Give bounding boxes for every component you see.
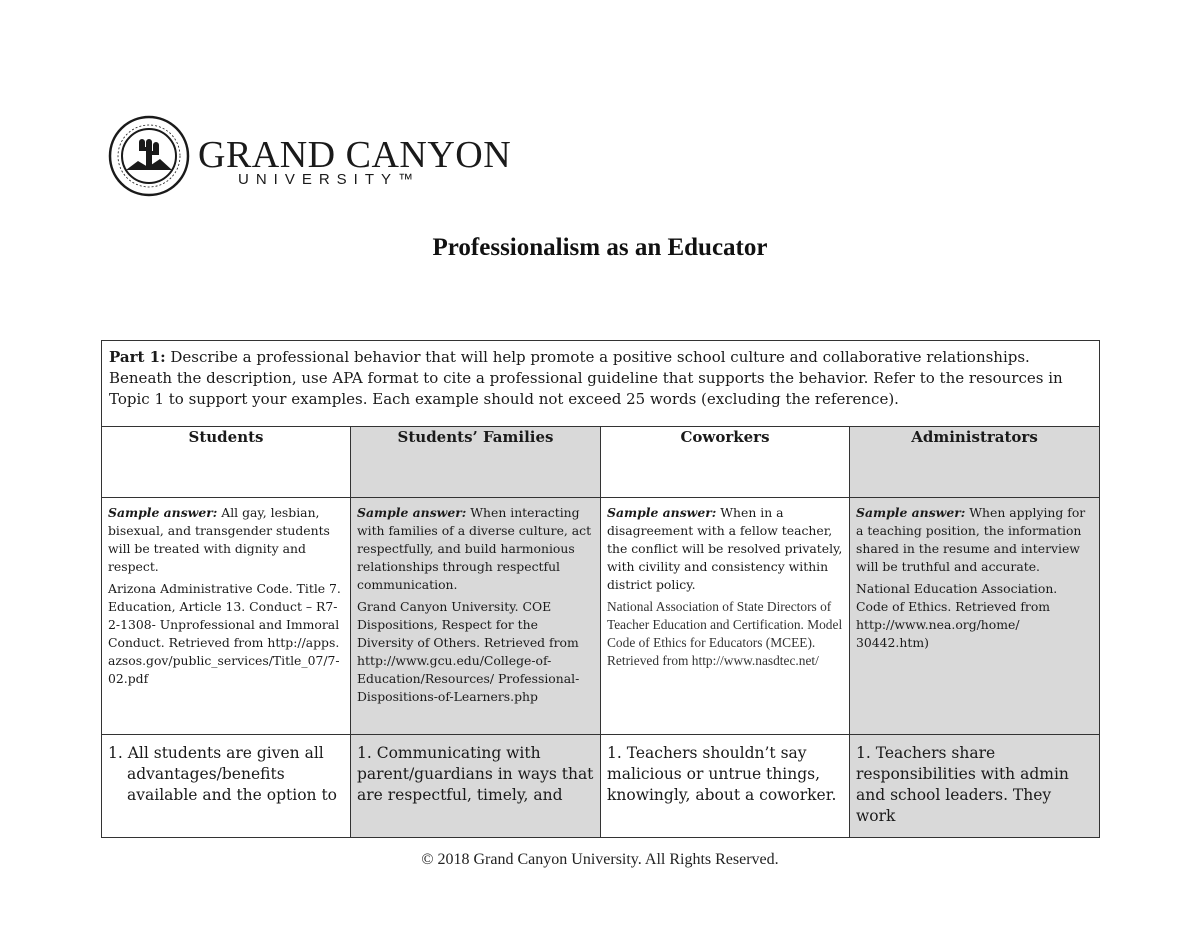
sample-citation: National Education Association. Code of Ethics. Retrieved from http://www.nea.org/home/ 30442.htm) (856, 581, 1058, 650)
answer-text: 1. All students are given all advantages/benefits available and the option to (108, 744, 337, 804)
answer-cell-coworkers (601, 735, 850, 838)
sample-citation: Arizona Administrative Code. Title 7. Education, Article 13. Conduct – R7-2-1308- Unprofessional and Immoral Conduct. Retrieved from http://apps.azsos.gov/public_services/Title_07/7-02.pdf (108, 581, 341, 686)
copyright-footer: © 2018 Grand Canyon University. All Rights Reserved. (421, 851, 779, 868)
rubric-table (101, 340, 1100, 838)
sample-cell-coworkers (601, 498, 850, 735)
column-header-students: Students (102, 427, 351, 498)
part1-label: Part 1: (109, 348, 166, 366)
answer-text: 1. Teachers shouldn’t say malicious or untrue things, knowingly, about a coworker. (607, 744, 837, 804)
sample-cell-students (102, 498, 351, 735)
sample-label: Sample answer: (607, 505, 717, 520)
column-header-families: Students’ Families (351, 427, 601, 498)
sample-citation: Grand Canyon University. COE Dispositions, Respect for the Diversity of Others. Retrieved from http://www.gcu.edu/College-of-Education/Resources/ Professional-Dispositions-of-Learners.php (357, 599, 580, 704)
logo-subtitle: UNIVERSITY™ (238, 171, 421, 188)
column-header-coworkers: Coworkers (601, 427, 850, 498)
sample-cell-families (351, 498, 601, 735)
sample-label: Sample answer: (108, 505, 218, 520)
sample-answer: When interacting with families of a diverse culture, act respectfully, and build harmonious relationships through respectful communication. (357, 505, 592, 592)
sample-label: Sample answer: (856, 505, 966, 520)
sample-label: Sample answer: (357, 505, 467, 520)
answer-text: 1. Teachers share responsibilities with admin and school leaders. They work (856, 744, 1069, 825)
answer-text: 1. Communicating with parent/guardians in ways that are respectful, timely, and (357, 744, 594, 804)
answer-cell-administrators (850, 735, 1100, 838)
university-seal-icon (108, 115, 190, 197)
answer-cell-families (351, 735, 601, 838)
logo-wordmark: GRAND CANYON (198, 134, 512, 176)
part1-text: Describe a professional behavior that will help promote a positive school culture and collaborative relationships. Beneath the description, use APA format to cite a professional guideline that supports the behavior. Refer to the resources in Topic 1 to support your examples. Each example should not exceed 25 words (excluding the reference). (109, 348, 1063, 408)
sample-answer: When applying for a teaching position, the information shared in the resume and interview will be truthful and accurate. (856, 505, 1086, 574)
sample-answer: All gay, lesbian, bisexual, and transgender students will be treated with dignity and respect. (108, 505, 330, 574)
part1-instructions (102, 341, 1100, 427)
sample-citation: National Association of State Directors of Teacher Education and Certification. Model Code of Ethics for Educators (MCEE). Retrieved from http://www.nasdtec.net/ (607, 599, 843, 668)
sample-answer: When in a disagreement with a fellow teacher, the conflict will be resolved privately, with civility and consistency within district policy. (607, 505, 843, 592)
university-logo (108, 115, 512, 197)
answer-cell-students (102, 735, 351, 838)
page-title: Professionalism as an Educator (432, 234, 768, 261)
column-header-administrators: Administrators (850, 427, 1100, 498)
sample-cell-administrators (850, 498, 1100, 735)
